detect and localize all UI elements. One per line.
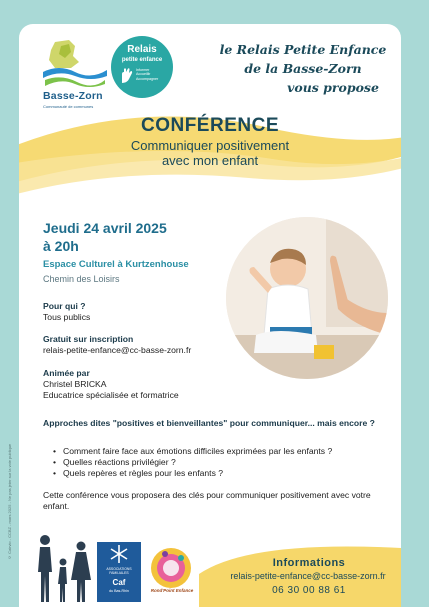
caf-line3: du Bas-Rhin <box>109 589 129 593</box>
event-venue: Espace Culturel à Kurtzenhouse <box>43 259 189 270</box>
event-time: à 20h <box>43 238 79 254</box>
host-label: Animée par <box>43 368 90 378</box>
info-email[interactable]: relais-petite-enfance@cc-basse-zorn.fr <box>230 571 386 581</box>
audience-value: Tous publics <box>43 312 91 322</box>
basse-zorn-subtitle: Communauté de communes <box>43 104 94 109</box>
info-phone[interactable]: 06 30 00 88 61 <box>272 585 346 596</box>
basse-zorn-name: Basse-Zorn <box>43 90 103 102</box>
caf-line1: ASSOCIATIONS FAMILIALES <box>106 567 132 575</box>
questions-list <box>53 446 398 479</box>
relais-tag: Informer <box>136 68 150 72</box>
invitation-line3: vous propose <box>287 80 379 95</box>
flyer <box>19 24 401 607</box>
event-street: Chemin des Loisirs <box>43 274 120 284</box>
approaches-heading: Approches dites "positives et bienveillantes" pour communiquer... mais encore ? <box>43 418 375 428</box>
snowflake-icon <box>97 542 141 566</box>
host-name: Christel BRICKA <box>43 379 107 389</box>
conference-title: CONFÉRENCE <box>140 115 279 136</box>
relais-tag: Accompagner <box>136 76 159 81</box>
relais-logo-line1: Relais <box>127 44 157 55</box>
host-role: Educatrice spécialisée et formatrice <box>43 390 179 400</box>
host-block <box>43 368 179 401</box>
registration-email[interactable]: relais-petite-enfance@cc-basse-zorn.fr <box>43 345 192 355</box>
invitation-line1: le Relais Petite Enfance <box>219 42 387 57</box>
relais-logo-line2: petite enfance <box>121 57 163 63</box>
event-date: Jeudi 24 avril 2025 <box>43 220 167 236</box>
invitation-heading <box>215 40 391 97</box>
relais-petite-enfance-logo <box>111 36 173 98</box>
rond-point-label: Rond'Point Enfance <box>150 588 194 593</box>
invitation-line2: de la Basse-Zorn <box>244 61 362 76</box>
list-item: • Quels repères et règles pour les enfants ? <box>53 468 398 479</box>
rond-point-emblem-icon <box>145 544 197 590</box>
list-item: • Quelles réactions privilégier ? <box>53 457 398 468</box>
family-silhouette-icon <box>35 532 95 604</box>
conference-subtitle-line2: avec mon enfant <box>161 153 259 168</box>
closing-paragraph: Cette conférence vous proposera des clés pour communiquer positivement avec votre enfant. <box>43 490 371 511</box>
caf-logo <box>97 542 141 602</box>
conference-subtitle <box>19 138 401 168</box>
audience-block <box>43 301 90 323</box>
relais-logo-tags <box>136 68 158 81</box>
registration-block <box>43 334 191 356</box>
list-item: • Comment faire face aux émotions difficiles exprimées par les enfants ? <box>53 446 398 457</box>
rond-point-logo <box>145 544 197 602</box>
registration-label: Gratuit sur inscription <box>43 334 134 344</box>
basse-zorn-map-icon <box>41 38 113 90</box>
relais-tag: Accueillir <box>136 72 151 77</box>
info-title: Informations <box>272 557 346 569</box>
audience-label: Pour qui ? <box>43 301 86 311</box>
conference-subtitle-line1: Communiquer positivement <box>130 138 290 153</box>
caf-line2: Caf <box>112 578 126 587</box>
hand-icon <box>119 67 135 85</box>
child-high-five-photo <box>226 217 388 379</box>
copyright-notice: © Cairvio - CCBZ - mars 2025 - Ne pas jeter sur la voie publique <box>7 443 12 560</box>
